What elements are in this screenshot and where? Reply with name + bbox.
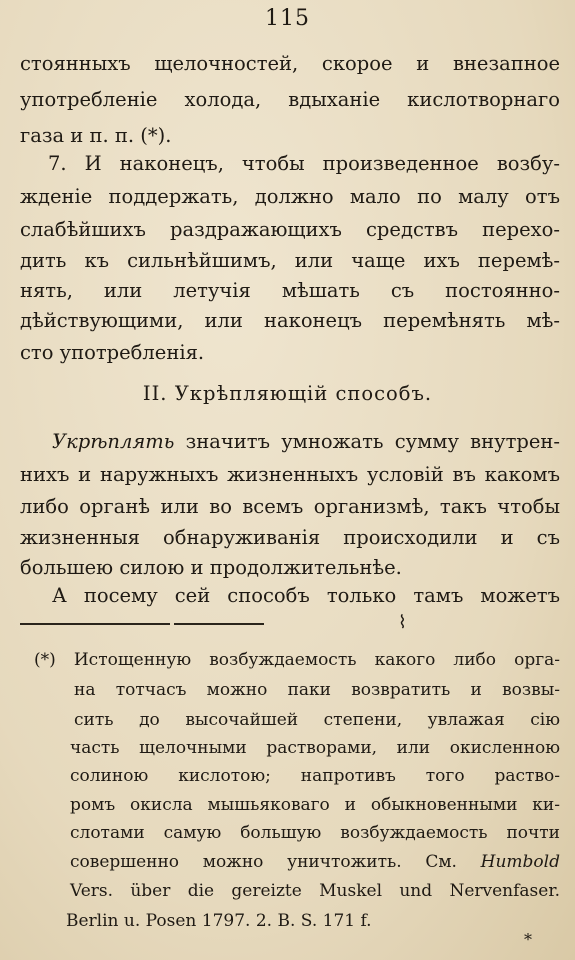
footnote-line: ромъ окисла мышьяковаго и обыкновенными ки-	[70, 795, 560, 815]
footnote-line: сить до высочайшей степени, увлажая сію	[74, 710, 560, 730]
body-line: газа и п. п. (*).	[20, 124, 172, 147]
footnote-rule	[174, 623, 264, 625]
footnote-line: Berlin u. Posen 1797. 2. B. S. 171 f.	[66, 911, 372, 931]
margin-mark: ⌇	[398, 612, 407, 633]
footnote-line: часть щелочными растворами, или окисленною	[70, 738, 560, 758]
footnote-line: слотами самую большую возбуждаемость почти	[70, 823, 560, 843]
footnote-text: совершенно можно уничтожить. См.	[70, 852, 457, 872]
footnote-line: солиною кислотою; напротивъ того раство-	[70, 766, 560, 786]
page-number: 115	[265, 6, 310, 31]
footnote-line: Vers. über die gereizte Muskel und Nervenfaser.	[70, 881, 560, 901]
body-line: слабѣйшихъ раздражающихъ средствъ перехо-	[20, 218, 560, 241]
footnote-line: (*) Истощенную возбуждаемость какого либо орга-	[34, 650, 560, 670]
body-line: дѣйствующими, или наконецъ перемѣнять мѣ-	[20, 309, 560, 332]
footnote-author: Humbold	[480, 852, 560, 872]
section-line: А посему сей способъ только тамъ можетъ	[52, 584, 560, 607]
body-line: стоянныхъ щелочностей, скорое и внезапное	[20, 52, 560, 75]
body-line: 7. И наконецъ, чтобы произведенное возбу-	[48, 152, 560, 175]
section-line: либо органѣ или во всемъ организмѣ, такъ чтобы	[20, 495, 560, 518]
section-first-line-rest: значитъ умножать сумму внутрен-	[185, 430, 560, 453]
section-heading: II. Укрѣпляющій способъ.	[142, 382, 433, 405]
asterisk-mark: *	[524, 930, 532, 949]
section-line: большею силою и продолжительнѣе.	[20, 556, 402, 579]
body-line: жденіе поддержать, должно мало по малу отъ	[20, 185, 560, 208]
section-line: жизненныя обнаруживанія происходили и съ	[20, 526, 560, 549]
section-line	[52, 432, 560, 452]
body-line: сто употребленія.	[20, 341, 205, 364]
footnote-line	[70, 854, 560, 871]
section-first-word: Укрѣплять	[52, 430, 175, 453]
footnote-rule	[20, 623, 170, 625]
section-line: нихъ и наружныхъ жизненныхъ условій въ какомъ	[20, 463, 560, 486]
footnote-line: на тотчасъ можно паки возвратить и возвы-	[74, 680, 560, 700]
body-line: употребленіе холода, вдыханіе кислотворнаго	[20, 88, 560, 111]
body-line: дить къ сильнѣйшимъ, или чаще ихъ перемѣ-	[20, 249, 560, 272]
body-line: нять, или летучія мѣшать съ постоянно-	[20, 279, 560, 302]
